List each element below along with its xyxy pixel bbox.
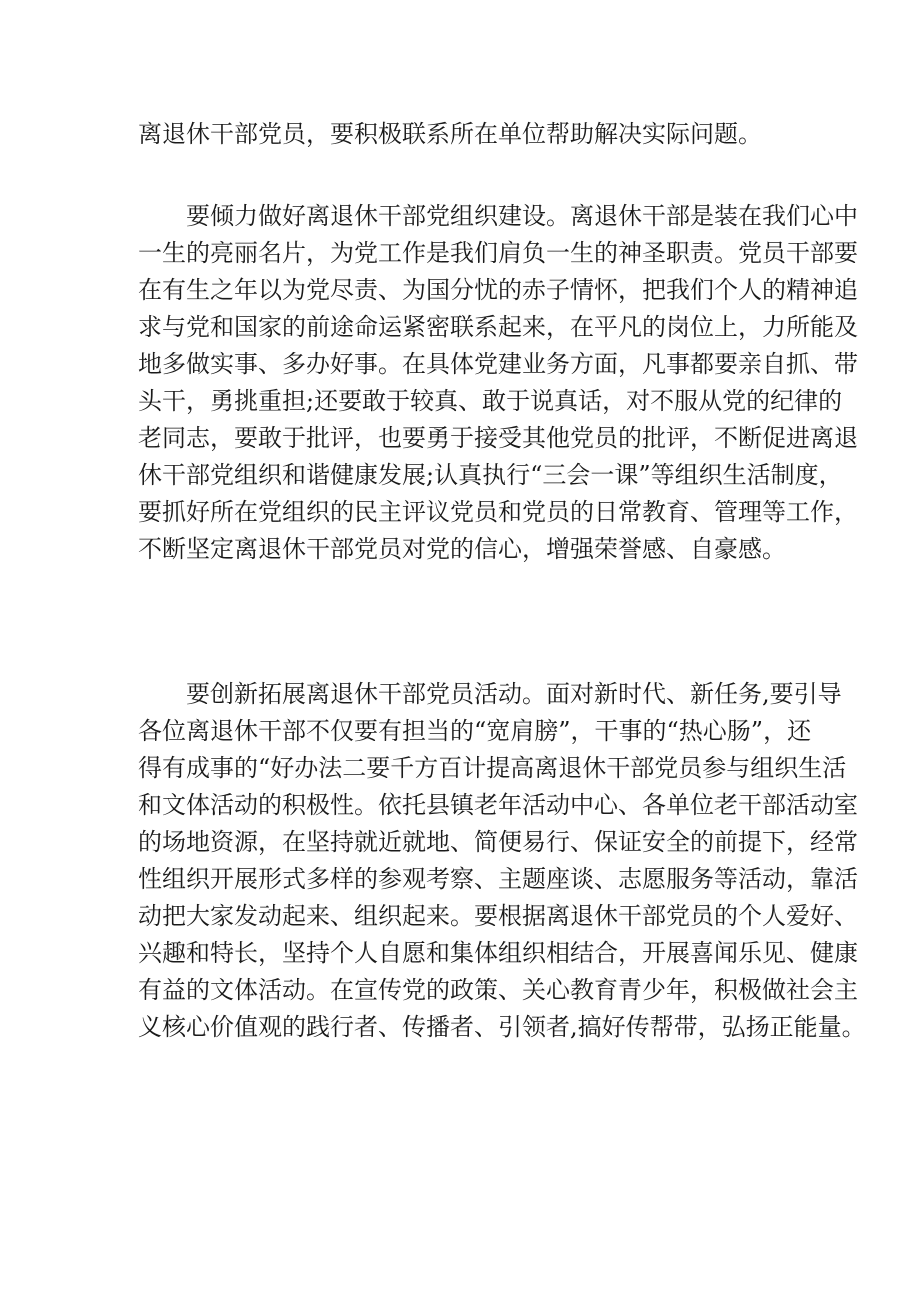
text-line: 兴趣和特长，坚持个人自愿和集体组织相结合，开展喜闻乐见、健康: [138, 939, 858, 967]
paragraph-member-activities: [138, 676, 866, 1046]
text-line: 和文体活动的积极性。依托县镇老年活动中心、各单位老干部活动室: [138, 791, 858, 819]
text-line: 得有成事的“好办法二要千方百计提高离退休干部党员参与组织生活: [138, 754, 847, 782]
paragraph-continuation: [138, 116, 788, 153]
text-line: 性组织开展形式多样的参观考察、主题座谈、志愿服务等活动，靠活: [138, 865, 858, 893]
paragraph-party-organization: [138, 198, 858, 568]
text-line: 义核心价值观的践行者、传播者、引领者,搞好传帮带，弘扬正能量。: [138, 1013, 866, 1041]
text-line: 动把大家发动起来、组织起来。要根据离退休干部党员的个人爱好、: [138, 902, 858, 930]
text-line: 的场地资源，在坚持就近就地、简便易行、保证安全的前提下，经常: [138, 828, 858, 856]
text-line: 不断坚定离退休干部党员对党的信心，增强荣誉感、自豪感。: [138, 535, 786, 563]
text-line: 各位离退休干部不仅要有担当的“宽肩膀”，干事的“热心肠”，还: [138, 717, 812, 745]
text-line: 地多做实事、多办好事。在具体党建业务方面，凡事都要亲自抓、带: [138, 350, 858, 378]
text-line: 要抓好所在党组织的民主评议党员和党员的日常教育、管理等工作，: [138, 498, 858, 526]
text-line: 老同志，要敢于批评，也要勇于接受其他党员的批评，不断促进离退: [138, 424, 858, 452]
text-line: 要倾力做好离退休干部党组织建设。离退休干部是装在我们心中: [186, 202, 858, 230]
text-line: 休干部党组织和谐健康发展;认真执行“三会一课”等组织生活制度，: [138, 461, 843, 489]
text-line: 求与党和国家的前途命运紧密联系起来，在平凡的岗位上，力所能及: [138, 313, 858, 341]
text-line: 一生的亮丽名片，为党工作是我们肩负一生的神圣职责。党员干部要: [138, 239, 858, 267]
text-line: 在有生之年以为党尽责、为国分忧的赤子情怀，把我们个人的精神追: [138, 276, 858, 304]
text-line: 要创新拓展离退休干部党员活动。面对新时代、新任务,要引导: [186, 680, 842, 708]
text-line: 头干，勇挑重担;还要敢于较真、敢于说真话，对不服从党的纪律的: [138, 387, 843, 415]
text-line: 离退休干部党员，要积极联系所在单位帮助解决实际问题。: [138, 120, 762, 148]
text-line: 有益的文体活动。在宣传党的政策、关心教育青少年，积极做社会主: [138, 976, 858, 1004]
